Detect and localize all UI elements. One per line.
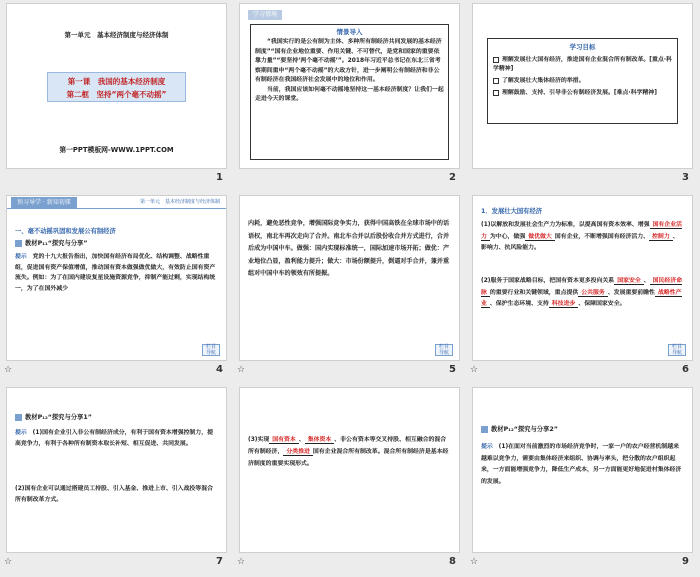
slide-thumb-6[interactable]	[466, 192, 699, 384]
slide-number: 7	[216, 556, 223, 567]
scenario-box	[250, 24, 449, 160]
slide-number: 8	[449, 556, 456, 567]
text-run: 、	[298, 437, 305, 443]
point-1	[481, 220, 684, 255]
star-icon: ☆	[470, 557, 479, 567]
slide-4	[6, 195, 227, 361]
fill-blank: 国民经济命脉	[481, 278, 683, 296]
slide-3	[472, 3, 693, 169]
text-run: (2)服务于国家战略目标，把国有资本更多投向关系	[481, 278, 615, 284]
scenario-title: 情景导入	[336, 28, 363, 36]
text-run: 国有企业，不断增强国有经济活力、	[554, 233, 650, 240]
unit-title: 第一单元 基本经济制度与经济体制	[64, 31, 169, 39]
slide-thumb-1[interactable]	[0, 0, 233, 192]
slide-2	[239, 3, 460, 169]
text-run: 、非公有资本等交叉持股、相互融合的混合所有制经济，	[248, 437, 447, 455]
slide-number: 9	[682, 556, 689, 567]
text-run: 、	[643, 278, 650, 284]
tip-label: 提示	[15, 430, 27, 436]
star-icon: ☆	[4, 365, 13, 375]
fill-blank: 国有企业活力	[481, 222, 682, 240]
slide-number: 6	[682, 364, 689, 375]
lesson-title: 第一课 我国的基本经济制度	[67, 77, 166, 86]
answer-text	[15, 252, 218, 294]
fill-blank: 国有资本	[269, 437, 299, 444]
slide-5	[239, 195, 460, 361]
slide-number: 1	[216, 172, 223, 183]
book-icon	[481, 426, 488, 433]
scenario-question: 当前，我国应该如何毫不动摇地坚持这一基本经济制度？让我们一起走进今天的课堂。	[255, 86, 444, 102]
answer-body: (1)国有企业引入非公有制经济成分，有利于国有资本增强控制力，提高竞争力，有利于各种所有制资本取长补短、相互促进、共同发展。	[15, 430, 213, 447]
slide-7	[6, 387, 227, 553]
goal-item-2	[493, 77, 672, 86]
tab-label: 预习导学	[17, 199, 42, 206]
slide-number: 5	[449, 364, 456, 375]
book-ref	[481, 424, 558, 433]
goals-title: 学习目标	[569, 43, 596, 51]
fill-blank: 控制力	[649, 234, 673, 241]
answer-body: (1)在面对当前激烈的市场经济竞争时，一家一户的农户经营机制越来越难以竞争力，需要由集体经济来组织、协调与率头，把分散的农户组织起来，一方面能增强竞争力，降低生产成本，另一方面能更好地促进村集体经济的发展。	[481, 444, 682, 485]
star-icon: ☆	[237, 365, 246, 375]
slide-thumb-5[interactable]	[233, 192, 466, 384]
book-icon	[15, 414, 22, 421]
goal-item-1	[493, 56, 672, 74]
checkbox-icon	[493, 90, 499, 96]
goal-item-3	[493, 89, 672, 98]
star-icon: ☆	[470, 365, 479, 375]
lesson-box	[47, 72, 186, 102]
text-run: 、发展重要前瞻性	[607, 289, 655, 296]
answer-continued: 内耗，避免恶性竞争，增强国际竞争实力，获得中国高铁在全球市场中的话语权，南北车再次走向了合并。南北车合并以后股份收合并方式进行，合并后成为中国中车。做强：国内实现标准统一，国际加速市场开拓；做优：产业地位凸显，盈利能力提升；做大：市场份额提升，倒逼对手合并，兼并重组对中国中车的领效有所提振。	[248, 220, 450, 277]
slide-thumb-9[interactable]	[466, 384, 699, 576]
text-run: 、保障国家安全。	[578, 301, 626, 307]
point-2	[481, 276, 684, 311]
star-icon: ☆	[4, 557, 13, 567]
slide-thumb-7[interactable]	[0, 384, 233, 576]
slide-9	[472, 387, 693, 553]
slide-number: 3	[682, 172, 689, 183]
book-ref	[15, 238, 88, 247]
book-ref-text: 教材P₁₂“探究与分享2”	[491, 426, 558, 433]
fill-blank: 做优做大	[525, 234, 555, 241]
checkbox-icon	[493, 57, 499, 63]
point-3	[248, 434, 451, 470]
book-ref	[15, 412, 92, 421]
frame-title: 第二框 坚持“两个毫不动摇”	[66, 90, 167, 99]
text-run: 国有企业混合所有制改革。混合所有制经济是基本经济制度的重要实现形式。	[248, 449, 449, 467]
slide-header	[7, 196, 226, 209]
text-run: 、影响力、抗风险能力。	[481, 233, 679, 251]
slide-thumb-4[interactable]	[0, 192, 233, 384]
tip-label: 提示	[15, 254, 27, 260]
book-ref-text: 教材P₁₁“探究与分享”	[25, 240, 88, 247]
slide-thumb-2[interactable]	[233, 0, 466, 192]
fill-blank: 集体资本	[305, 437, 335, 444]
goals-box	[487, 38, 678, 124]
slide-number: 4	[216, 364, 223, 375]
fill-blank: 公共服务	[578, 290, 608, 297]
text-run: 的重要行业和关键领域，重点提供	[489, 289, 579, 296]
text-run: (3)实现	[248, 437, 270, 443]
tab-preview: 预习导学 · 新知初探	[11, 197, 77, 208]
answer-text	[15, 428, 218, 450]
goal-text: 理解发展壮大国有经济，推进国有企业混合所有制改革。[重点·科学精神]	[493, 57, 672, 72]
slide-8	[239, 387, 460, 553]
slide-thumb-8[interactable]	[233, 384, 466, 576]
fill-blank: 科技进步	[549, 301, 579, 308]
goal-text: 了解发展壮大集体经济的举措。	[502, 78, 585, 84]
point-heading: 1．发展壮大国有经济	[481, 208, 543, 215]
text-run: (1)以解放和发展社会生产力为标准，以提高国有资本效率、增强	[481, 222, 650, 228]
text-run: 为中心，做强	[489, 233, 526, 240]
header-unit: 第一单元 基本经济制度与经济体制	[139, 199, 220, 205]
slide-thumb-3[interactable]	[466, 0, 699, 192]
section-heading: 一、毫不动摇巩固和发展公有制经济	[15, 228, 116, 235]
slide-number: 2	[449, 172, 456, 183]
goal-text: 理解鼓励、支持、引导非公有制经济发展。[难点·科学精神]	[502, 90, 657, 96]
fill-blank: 分类推进	[283, 449, 313, 456]
answer-text	[481, 442, 684, 488]
text-run: 、保护生态环境、支持	[489, 301, 549, 307]
scenario-body: “我国实行的是公有制为主体、多种所有制经济共同发展的基本经济制度”“国有企业地位重要、作用关键、不可替代，是党和国家的重要依靠力量”“要坚持‘两个毫不动摇’”。2018年习近平总书记在东北三省考察期间重申“两个毫不动摇”的大政方针，进一步阐明公有制经济和非公有制经济在我国经济社会发展中的地位和作用。	[255, 39, 442, 83]
back-nav-button[interactable]: 栏目 导航	[202, 344, 220, 356]
slide-1	[6, 3, 227, 169]
fill-blank: 战略性产业	[481, 289, 682, 307]
back-nav-button[interactable]: 栏目 导航	[435, 344, 453, 356]
tip-label: 提示	[481, 444, 493, 450]
star-icon: ☆	[237, 557, 246, 567]
checkbox-icon	[493, 78, 499, 84]
back-nav-button[interactable]: 栏目 导航	[668, 344, 686, 356]
answer-text-2: (2)国有企业可以通过搭建员工持股、引入基金、推进上市、引入战投等混合所有制改革方式。	[15, 486, 213, 503]
fill-blank: 国家安全	[614, 278, 644, 285]
section-tag: 学习情境	[248, 10, 282, 20]
book-ref-text: 教材P₁₂“探究与分享1”	[25, 414, 92, 421]
slide-6	[472, 195, 693, 361]
template-footer: 第一PPT模板网-WWW.1PPT.COM	[59, 146, 174, 154]
book-icon	[15, 240, 22, 247]
answer-body: 党的十九大报告指出，加快国有经济布局优化、结构调整、战略性重组，促进国有资产保值增值，推动国有资本做强做优做大，有效防止国有资产流失。例如：为了在国内建设复星设施资源竞争，抑制产能过剩，实现结构统一，为了在国外减少	[15, 254, 216, 292]
tab-label: 新知初探	[46, 199, 71, 206]
